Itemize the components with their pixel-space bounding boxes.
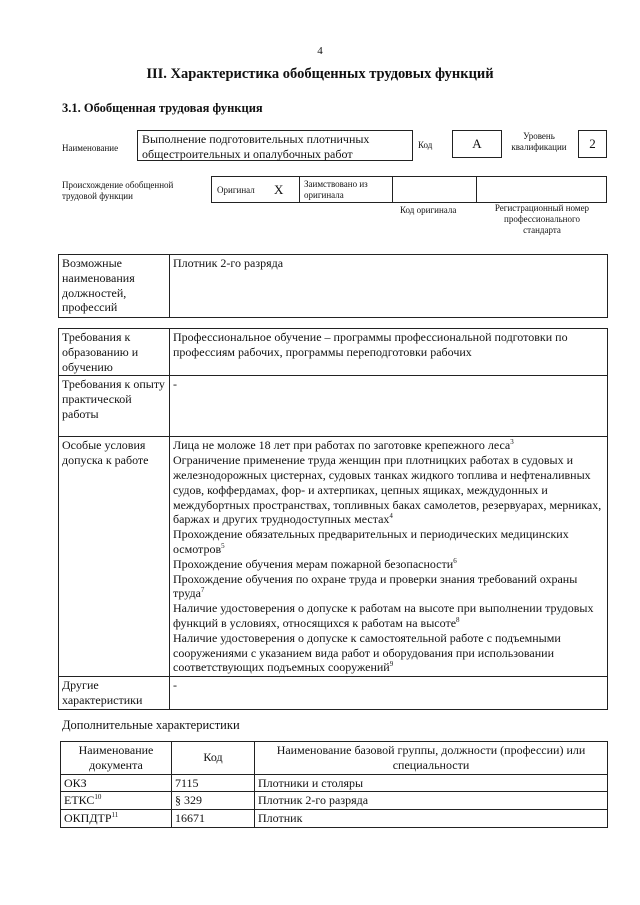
positions-label [59,255,170,318]
section-title: III. Характеристика обобщенных трудовых функций [146,66,494,82]
original-mark: X [274,182,284,197]
code-label: Код [418,140,433,150]
level-label-line2: квалификации [511,142,567,152]
reg-number-line1: Регистрационный номер [494,203,590,213]
other-row [59,677,608,710]
footnote-ref: 8 [456,615,460,624]
level-value: 2 [578,130,607,158]
row-doc [61,810,172,828]
special-item-text: Ограничение применение труда женщин при плотницких работах в судовых и железнодорожных цистернах, судовых танках жидкого топлива и нефтеналивных судов, коффердамах, фор- и ахтерпиках, цепных ящиках, междудонных и междубортных пространствах, топливных баках самолетов, резервуарах, мерниках, баржах и других труднодоступных местах [173,453,602,527]
row-doc-text: ОКПДТР [64,811,112,826]
subsection-title: 3.1. Обобщенная трудовая функция [62,101,263,115]
row-code: § 329 [172,792,255,810]
positions-label-line1: Возможные [62,256,122,270]
special-label: Особые условия допуска к работе [59,437,170,677]
education-value: Профессиональное обучение – программы профессиональной подготовки по профессиям рабочих, программы переподготовки рабочих [170,329,608,376]
row-doc-text: ОКЗ [64,775,87,790]
code-value: А [452,130,502,158]
special-item-text: Лица не моложе 18 лет при работах по заготовке крепежного леса [173,438,511,453]
original-label: Оригинал [217,185,255,195]
row-name: Плотник 2-го разряда [255,792,608,810]
code-original-caption: Код оригинала [400,205,457,215]
row-name: Плотник [255,810,608,828]
function-name-line1: Выполнение подготовительных плотничных [142,132,370,146]
experience-value: - [170,376,608,437]
function-name-box [137,130,413,161]
experience-label: Требования к опыту практической работы [59,376,170,437]
table-row [61,810,608,828]
special-conditions [170,437,608,677]
footnote-ref: 10 [94,793,102,802]
special-item [173,631,604,675]
origin-table [211,176,607,203]
col-code-header: Код [172,742,255,775]
positions-table [58,254,608,318]
positions-row [59,255,608,318]
origin-label-line1: Происхождение обобщенной [62,180,174,190]
footnote-ref: 11 [111,811,119,820]
additional-title: Дополнительные характеристики [62,718,240,732]
special-item-text: Прохождение обучения мерам пожарной безопасности [173,556,454,571]
row-doc [61,774,172,792]
additional-table [60,741,608,828]
footnote-ref: 7 [200,586,205,595]
other-value: - [170,677,608,710]
special-item-text: Наличие удостоверения о допуске к самостоятельной работе с подъемными сооружениями с указанием вида работ и оборудования при использовании соответствующих подъемных сооружений [173,630,561,675]
footnote-ref: 5 [221,541,225,550]
experience-row [59,376,608,437]
other-label: Другие характеристики [59,677,170,710]
special-row [59,437,608,677]
row-doc-text: ЕТКС [64,793,95,808]
row-doc [61,792,172,810]
requirements-table [58,328,608,710]
row-code: 7115 [172,774,255,792]
footnote-ref: 6 [453,556,457,565]
special-item-text: Прохождение обучения по охране труда и проверки знания требований охраны труда [173,571,578,601]
reg-number-line3: стандарта [523,225,561,235]
origin-label-line2: трудовой функции [62,191,133,201]
special-item [173,527,604,557]
row-code: 16671 [172,810,255,828]
reg-number-line2: профессионального [504,214,580,224]
function-name-line2: общестроительных и опалубочных работ [142,147,353,161]
origin-divider-2 [392,177,393,202]
special-item-text: Наличие удостоверения о допуске к работам на высоте при выполнении трудовых функций в условиях, относящихся к работам на высоте [173,601,594,630]
col-doc-header: Наименование документа [61,742,172,775]
table-row [61,774,608,792]
positions-label-line2: наименования [62,270,135,285]
borrowed-line1: Заимствовано из [304,179,368,189]
level-label-line1: Уровень [523,131,555,141]
name-label: Наименование [62,143,119,153]
borrowed-line2: оригинала [304,190,344,200]
positions-value: Плотник 2-го разряда [170,255,608,318]
page-number: 4 [317,45,323,57]
special-item [173,438,604,453]
level-label [503,131,575,153]
origin-label [62,180,173,202]
row-name: Плотники и столяры [255,774,608,792]
additional-header-row [61,742,608,775]
origin-divider-1 [299,177,300,202]
special-item [173,601,604,631]
special-item [173,572,604,602]
footnote-ref: 4 [389,512,393,521]
borrowed-label [304,179,368,201]
footnote-ref: 9 [389,660,394,669]
origin-divider-3 [476,177,477,202]
reg-number-caption [476,203,608,236]
special-item [173,453,604,527]
special-item [173,557,604,572]
positions-label-line3: должностей, [62,285,127,300]
education-label: Требования к образованию и обучению [59,329,170,376]
footnote-ref: 3 [510,438,514,447]
education-row [59,329,608,376]
special-item-text: Прохождение обязательных предварительных и периодических медицинских осмотров [173,527,569,556]
positions-label-line4: профессий [62,300,118,315]
table-row [61,792,608,810]
col-name-header: Наименование базовой группы, должности (профессии) или специальности [255,742,608,775]
